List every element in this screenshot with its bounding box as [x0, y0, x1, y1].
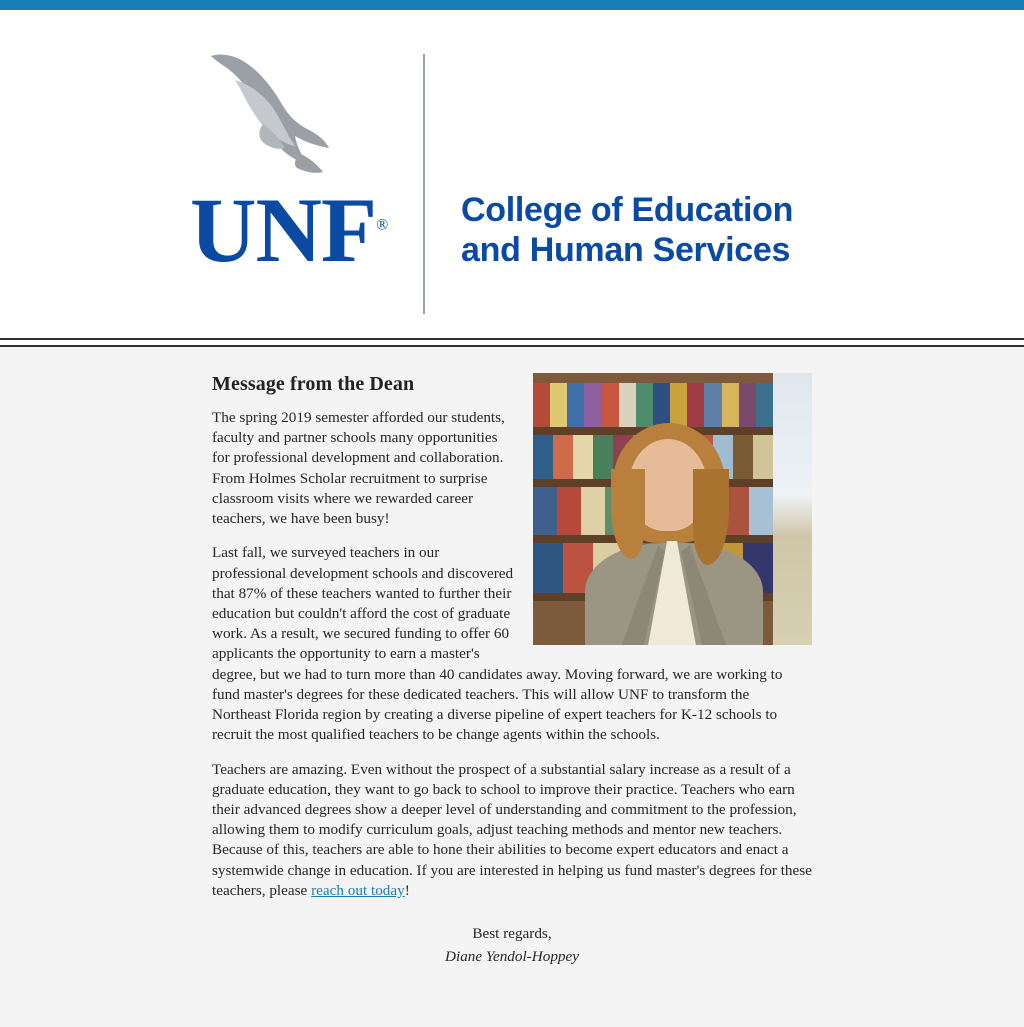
brand-divider	[423, 54, 425, 314]
paragraph-3-text-after-link: !	[404, 881, 410, 899]
paragraph-2: Last fall, we surveyed teachers in our professional development schools and discovered that 87% of these teachers wanted to further their education but couldn't afford the cost of graduate work. As a result, we secured funding to offer 60 applicants the opportunity to earn a master's degree, but we had to turn more than 40 candidates away. Moving forward, we are working to fund master's degrees for these dedicated teachers. This will allow UNF to transform the Northeast Florida region by creating a diverse pipeline of expert teachers for K-12 schools to recruit the most qualified teachers to be change agents within the schools.	[212, 544, 783, 744]
unf-logo	[190, 50, 405, 281]
brand-lockup	[190, 50, 793, 314]
osprey-logo-icon	[205, 50, 345, 185]
unf-wordmark	[190, 179, 405, 281]
paragraph-1: The spring 2019 semester afforded our students, faculty and partner schools many opportunities for professional development and collaboration. From Holmes Scholar recruitment to surprise classroom visits where we rewarded career teachers, we have been busy!	[212, 409, 505, 528]
header-banner	[0, 10, 1024, 338]
unf-wordmark-text: UNF	[190, 179, 377, 281]
article-content	[212, 347, 812, 969]
dean-photo	[533, 373, 812, 645]
signoff-closing: Best regards,	[472, 925, 552, 943]
signoff-name: Diane Yendol-Hoppey	[445, 947, 579, 965]
college-name-line1: College of Education	[461, 191, 794, 229]
trademark-symbol: ®	[376, 216, 388, 234]
bookshelf-row-1	[533, 383, 773, 427]
window-light	[773, 373, 812, 645]
reach-out-today-link[interactable]: reach out today	[311, 881, 405, 899]
top-accent-bar	[0, 0, 1024, 10]
signoff	[212, 923, 812, 969]
paragraph-3-text-before-link: Teachers are amazing. Even without the prospect of a substantial salary increase as a result of a graduate education, they want to go back to school to improve their practice. Teachers who earn their advanced degrees show a deeper level of understanding and commitment to the profession, allowing them to modify curriculum goals, adjust teaching methods and mentor new teachers. Because of this, teachers are able to hone their abilities to become expert educators and enact a systemwide change in education. If you are interested in helping us fund master's degrees for these teachers, please	[212, 760, 812, 899]
college-name-line2: and Human Services	[461, 231, 791, 270]
college-name	[461, 190, 793, 270]
paragraph-3	[212, 760, 812, 902]
page-title: Message from the Dean	[212, 373, 415, 395]
body-area	[0, 345, 1024, 1027]
